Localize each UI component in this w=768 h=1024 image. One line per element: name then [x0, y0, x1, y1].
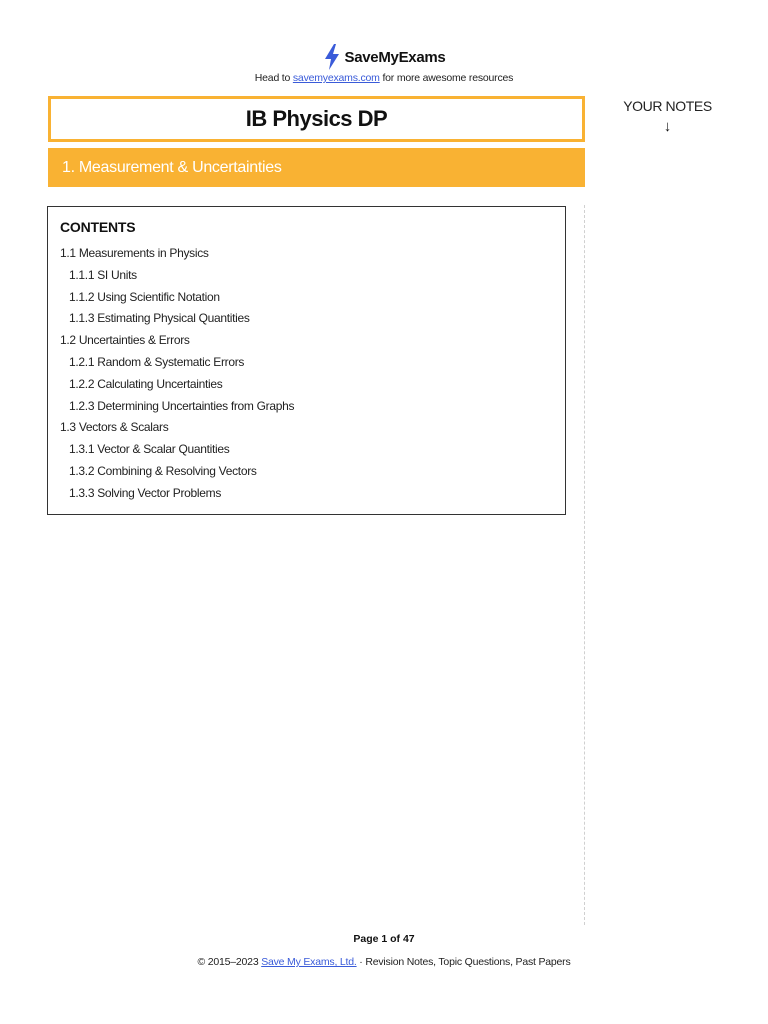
toc-item[interactable]: 1.1.1 SI Units [69, 267, 137, 282]
toc-item[interactable]: 1.2 Uncertainties & Errors [60, 333, 190, 348]
table-of-contents [60, 243, 294, 505]
subject-bar [48, 148, 585, 187]
toc-item[interactable]: 1.1 Measurements in Physics [60, 246, 209, 260]
page-title: IB Physics DP [245, 106, 388, 131]
copyright-suffix: · Revision Notes, Topic Questions, Past Papers [356, 956, 571, 968]
lightning-bolt-icon [323, 44, 341, 70]
savemyexams-link[interactable]: savemyexams.com [292, 72, 380, 84]
toc-item[interactable]: 1.3.1 Vector & Scalar Quantities [69, 442, 230, 457]
tagline [0, 72, 768, 84]
toc-item[interactable]: 1.3 Vectors & Scalars [60, 420, 169, 435]
brand-header[interactable] [0, 44, 768, 70]
contents-box [47, 206, 566, 515]
brand-name: SaveMyExams [344, 48, 446, 66]
tagline-suffix: for more awesome resources [379, 72, 514, 84]
copyright-prefix: © 2015–2023 [197, 956, 262, 968]
toc-item[interactable]: 1.3.3 Solving Vector Problems [69, 485, 222, 500]
tagline-prefix: Head to [254, 72, 293, 84]
footer-copyright [0, 956, 768, 968]
toc-item[interactable]: 1.2.1 Random & Systematic Errors [69, 354, 245, 369]
your-notes-label: YOUR NOTES [623, 98, 712, 114]
subject-title: 1. Measurement & Uncertainties [62, 158, 282, 176]
toc-item[interactable]: 1.2.3 Determining Uncertainties from Graphs [69, 398, 295, 413]
toc-item[interactable]: 1.3.2 Combining & Resolving Vectors [69, 463, 257, 478]
page-number: Page 1 of 47 [353, 933, 415, 945]
toc-item[interactable]: 1.1.2 Using Scientific Notation [69, 289, 220, 304]
contents-heading: CONTENTS [60, 219, 136, 235]
company-link[interactable]: Save My Exams, Ltd. [261, 956, 357, 968]
title-box [48, 96, 585, 142]
toc-item[interactable]: 1.2.2 Calculating Uncertainties [69, 376, 223, 391]
arrow-down-icon: ↓ [663, 118, 672, 135]
toc-item[interactable]: 1.1.3 Estimating Physical Quantities [69, 311, 250, 326]
notes-divider [584, 205, 585, 925]
